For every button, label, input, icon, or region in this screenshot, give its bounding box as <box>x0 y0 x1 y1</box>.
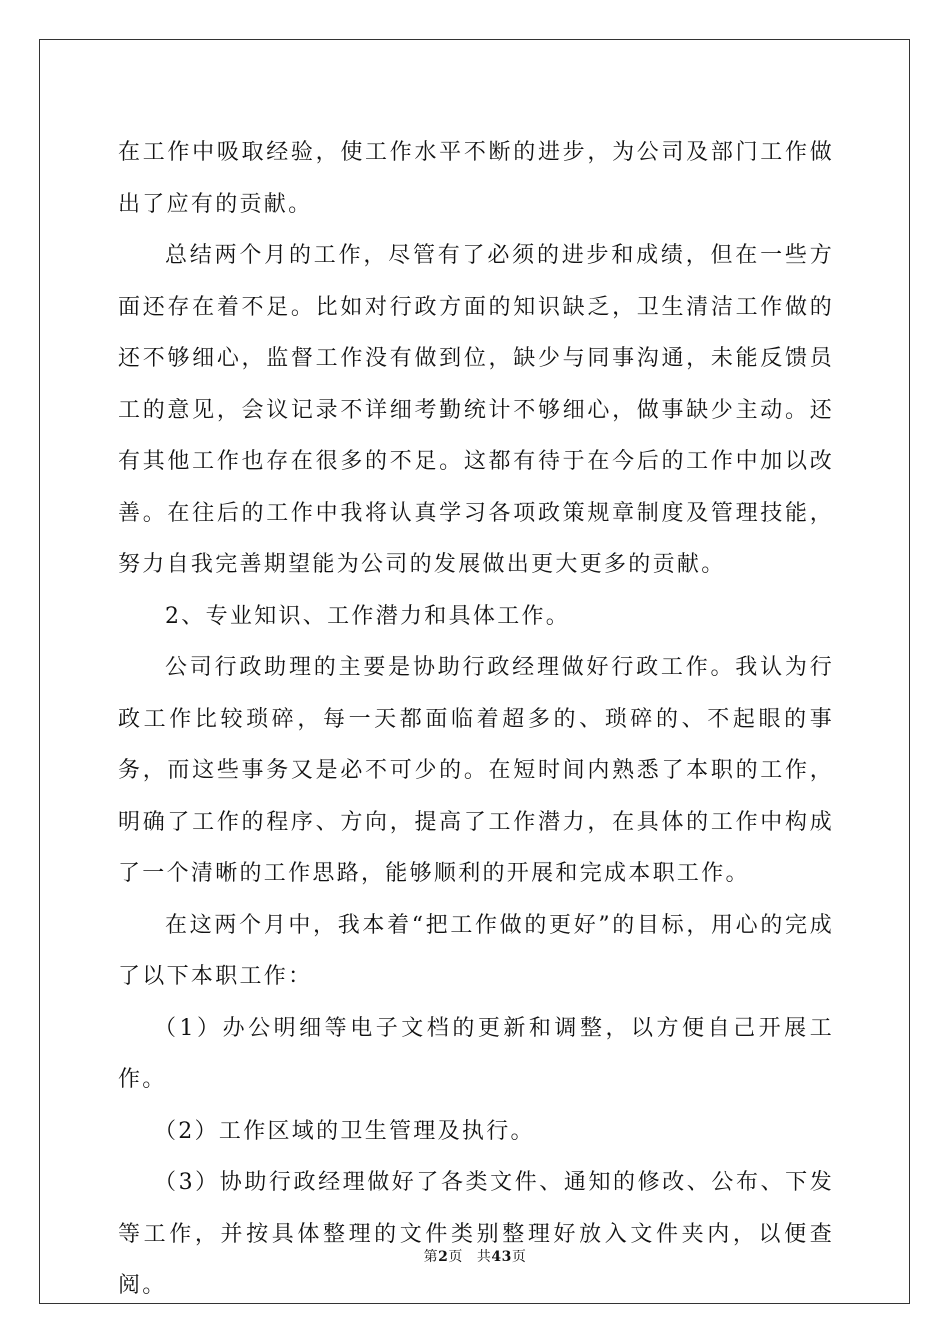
page-total: 43 <box>491 1249 512 1265</box>
section-heading-2: 2、专业知识、工作潜力和具体工作。 <box>165 603 571 629</box>
page-prefix: 第 <box>423 1249 439 1265</box>
paragraph-4: 在这两个月中，我本着“把工作做的更好”的目标，用心的完成了以下本职工作： <box>118 912 834 989</box>
document-body <box>118 127 834 1312</box>
list-item-1: （1）办公明细等电子文档的更新和调整，以方便自己开展工作。 <box>118 1015 834 1092</box>
total-suffix: 页 <box>511 1249 527 1265</box>
paragraph-2: 总结两个月的工作，尽管有了必须的进步和成绩，但在一些方面还存在着不足。比如对行政方面的知识缺乏，卫生清洁工作做的还不够细心，监督工作没有做到位，缺少与同事沟通，未能反馈员工的意见，会议记录不详细考勤统计不够细心，做事缺少主动。还有其他工作也存在很多的不足。这都有待于在今后的工作中加以改善。在往后的工作中我将认真学习各项政策规章制度及管理技能，努力自我完善期望能为公司的发展做出更大更多的贡献。 <box>118 243 834 577</box>
list-item-3: （3）协助行政经理做好了各类文件、通知的修改、公布、下发等工作，并按具体整理的文件类别整理好放入文件夹内，以便查阅。 <box>118 1170 834 1298</box>
page-suffix: 页 <box>448 1249 463 1265</box>
total-prefix: 共 <box>476 1249 492 1265</box>
paragraph-1: 在工作中吸取经验，使工作水平不断的进步，为公司及部门工作做出了应有的贡献。 <box>118 140 834 217</box>
list-item-2: （2）工作区域的卫生管理及执行。 <box>154 1118 535 1144</box>
paragraph-3: 公司行政助理的主要是协助行政经理做好行政工作。我认为行政工作比较琐碎，每一天都面临着超多的、琐碎的、不起眼的事务，而这些事务又是必不可少的。在短时间内熟悉了本职的工作，明确了工作的程序、方向，提高了工作潜力，在具体的工作中构成了一个清晰的工作思路，能够顺利的开展和完成本职工作。 <box>118 655 834 886</box>
page-number: 2 <box>438 1249 449 1265</box>
page-footer <box>0 1246 950 1266</box>
